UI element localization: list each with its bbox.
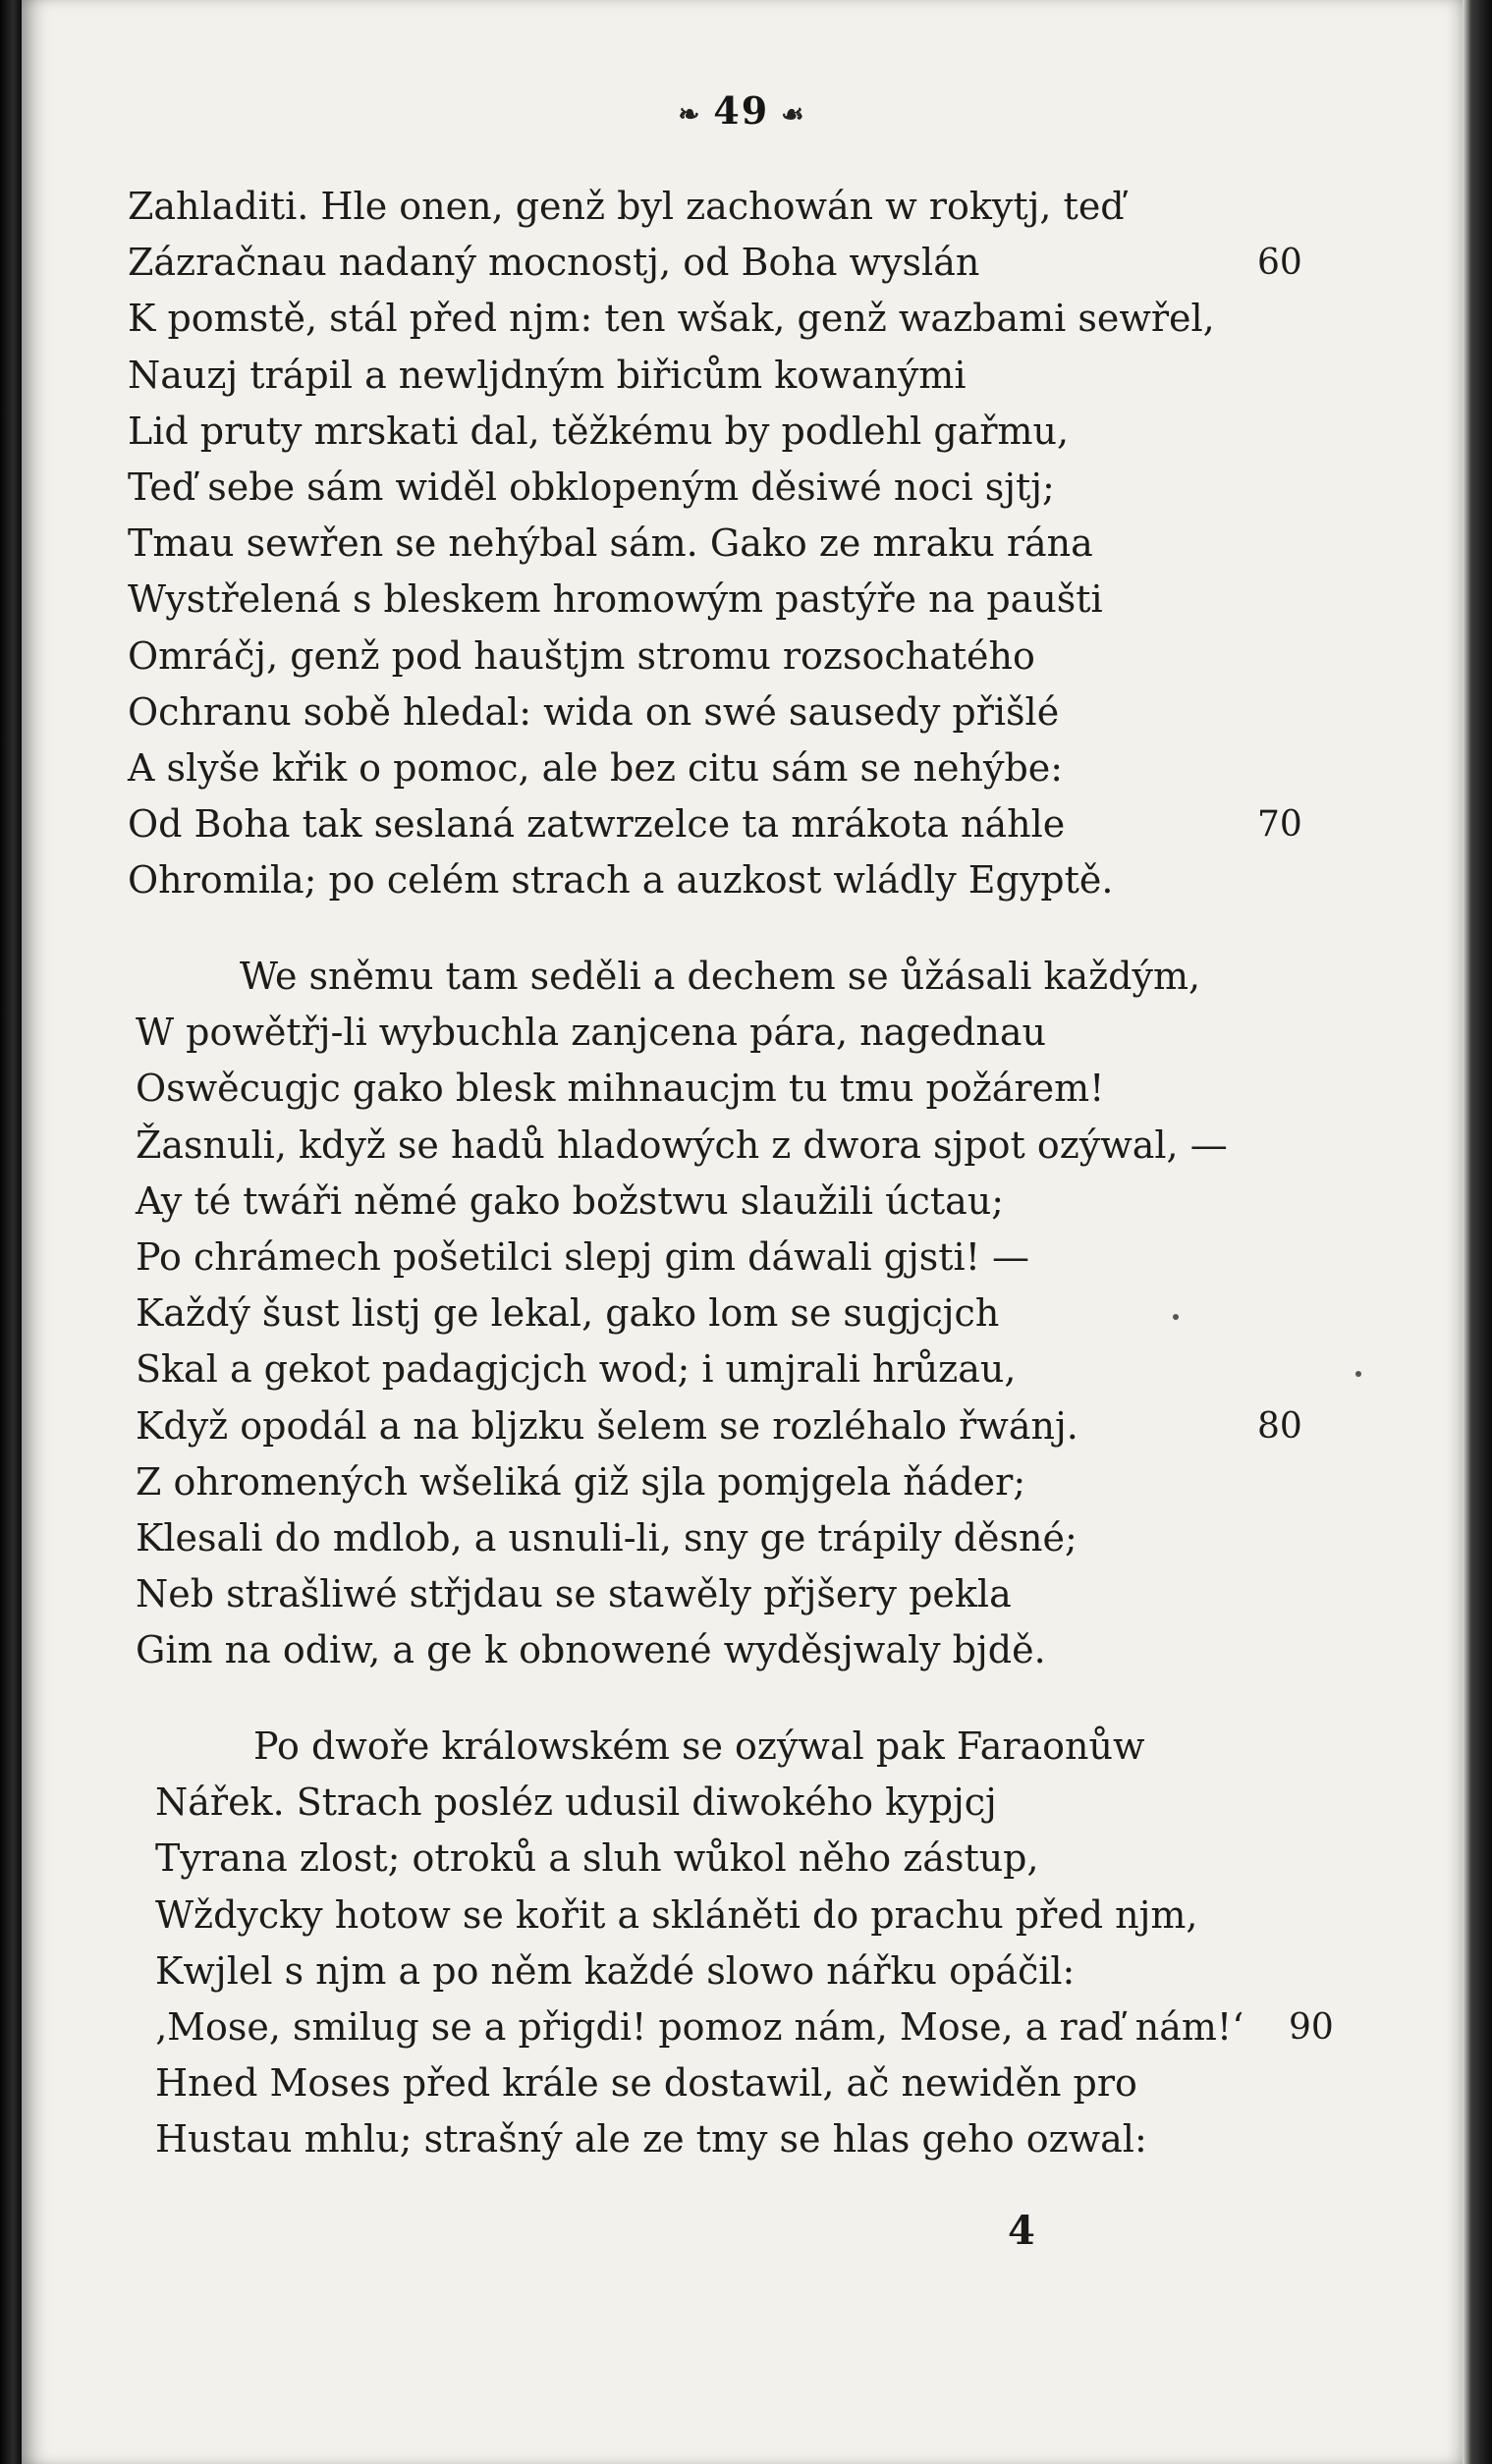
line-number: 80: [1257, 1405, 1302, 1447]
verse-text: Teď sebe sám widěl obklopeným děsiwé noci sjtj;: [128, 465, 1055, 509]
verse-line: [22, 1286, 1463, 1342]
verse-line: [22, 949, 1463, 1005]
verse-text: Zázračnau nadaný mocnostj, od Boha wyslán: [128, 241, 980, 285]
verse-line: [22, 235, 1463, 291]
verse-text: Od Boha tak seslaná zatwrzelce ta mrákota náhle: [128, 802, 1066, 847]
verse-text: Kwjlel s njm a po něm každé slowo nářku opáčil:: [155, 1948, 1076, 1993]
verse-line: [22, 1999, 1463, 2055]
verse-line: [22, 796, 1463, 852]
verse-text: Po dwoře králowském se ozýwal pak Faraonůw: [253, 1725, 1145, 1768]
verse-text: Neb strašliwé střjdau se stawěly přjšery pekla: [136, 1572, 1012, 1616]
verse-text: Nářek. Strach posléz udusil diwokého kypjcj: [155, 1780, 997, 1825]
verse-line: [22, 1398, 1463, 1454]
line-number: 70: [1257, 804, 1302, 846]
verse-line: [22, 629, 1463, 684]
verse-line: [22, 1622, 1463, 1678]
verse-line: [22, 2111, 1463, 2167]
stanza-1: [22, 179, 1463, 908]
verse-line: [22, 1944, 1463, 1999]
book-page: [22, 0, 1463, 2464]
verse-text: Nauzj trápil a newljdným biřicům kowanými: [128, 353, 967, 397]
signature-mark: 4: [1008, 2208, 1035, 2254]
verse-text: Skal a gekot padagjcjch wod; i umjrali hrůzau,: [136, 1347, 1017, 1392]
verse-line: [22, 1566, 1463, 1622]
verse-line: [22, 179, 1463, 235]
verse-line: [22, 1230, 1463, 1286]
verse-text: ‚Mose, smilug se a přigdi! pomoz nám, Mose, a raď nám!‘: [155, 2004, 1244, 2049]
verse-line: [22, 460, 1463, 516]
verse-line: [22, 1831, 1463, 1887]
verse-line: [22, 740, 1463, 796]
verse-line: [22, 2055, 1463, 2111]
verse-text: Z ohromených wšeliká giž sjla pomjgela ňáder;: [136, 1459, 1026, 1504]
stanza-2: [22, 949, 1463, 1678]
verse-line: [22, 1005, 1463, 1061]
page-header: [22, 88, 1463, 133]
verse-text: Žasnuli, když se hadů hladowých z dwora sjpot ozýwal, —: [136, 1122, 1228, 1167]
verse-text: Oswěcugjc gako blesk mihnaucjm tu tmu požárem!: [136, 1067, 1105, 1111]
verse-text: Klesali do mdlob, a usnuli-li, sny ge trápily děsné;: [136, 1515, 1078, 1560]
verse-text: Wždycky hotow se kořit a skláněti do prachu před njm,: [155, 1892, 1198, 1937]
line-number: 90: [1289, 2006, 1334, 2048]
verse-text: Když opodál a na bljzku šelem se rozléhalo řwánj.: [136, 1403, 1078, 1448]
verse-text: Hned Moses před krále se dostawil, ač newiděn pro: [155, 2061, 1137, 2106]
verse-line: [22, 1510, 1463, 1566]
verse-line: [22, 1719, 1463, 1775]
stanza-3: [22, 1719, 1463, 2168]
verse-line: [22, 1888, 1463, 1944]
verse-line: [22, 291, 1463, 347]
verse-text: W powětřj-li wybuchla zanjcena pára, nagednau: [136, 1011, 1046, 1055]
verse-line: [22, 1454, 1463, 1510]
verse-text: Omráčj, genž pod hauštjm stromu rozsochatého: [128, 633, 1035, 678]
verse-text: Lid pruty mrskati dal, těžkému by podlehl gařmu,: [128, 409, 1070, 453]
verse-line: [22, 1061, 1463, 1117]
verse-text: Hustau mhlu; strašný ale ze tmy se hlas geho ozwal:: [155, 2117, 1147, 2162]
verse-text: Gim na odiw, a ge k obnowené wyděsjwaly bjdě.: [136, 1628, 1046, 1672]
paper-speck: [1355, 1371, 1361, 1377]
verse-line: [22, 1118, 1463, 1174]
verse-text: A slyše křik o pomoc, ale bez citu sám se nehýbe:: [128, 745, 1064, 790]
verse-line: [22, 1775, 1463, 1831]
verse-text: Ochranu sobě hledal: wida on swé sausedy přišlé: [128, 689, 1060, 734]
page-edge-shadow: [1463, 0, 1492, 2464]
verse-text: Ohromila; po celém strach a auzkost wládly Egyptě.: [128, 858, 1114, 903]
verse-line: [22, 684, 1463, 740]
verse-text: Wystřelená s bleskem hromowým pastýře na paušti: [128, 577, 1103, 622]
verse-line: [22, 852, 1463, 908]
ornament-right: ☙: [781, 99, 806, 130]
line-number: 60: [1257, 243, 1302, 284]
paper-speck: [1173, 1314, 1179, 1320]
verse-text: We sněmu tam seděli a dechem se ůžásali každým,: [240, 955, 1201, 998]
verse-text: Ay té twáři němé gako božstwu slaužili úctau;: [136, 1178, 1005, 1223]
verse-text: Každý šust listj ge lekal, gako lom se sugjcjch: [136, 1291, 1000, 1336]
verse-line: [22, 404, 1463, 460]
verse-text: Tyrana zlost; otroků a sluh wůkol něho zástup,: [155, 1836, 1039, 1881]
verse-text: Zahladiti. Hle onen, genž byl zachowán w rokytj, teď: [128, 185, 1125, 228]
verse-text: Tmau sewřen se nehýbal sám. Gako ze mraku rána: [128, 521, 1093, 566]
verse-line: [22, 1174, 1463, 1230]
book-spine-shadow: [0, 0, 22, 2464]
verse-line: [22, 516, 1463, 572]
verse-text: Po chrámech pošetilci slepj gim dáwali gjsti! —: [136, 1234, 1030, 1279]
ornament-left: ❧: [678, 99, 702, 130]
verse-line: [22, 572, 1463, 628]
verse-text: K pomstě, stál před njm: ten wšak, genž wazbami sewřel,: [128, 297, 1215, 341]
verse-line: [22, 348, 1463, 404]
page-number: 49: [713, 88, 770, 133]
verse-line: [22, 1342, 1463, 1397]
